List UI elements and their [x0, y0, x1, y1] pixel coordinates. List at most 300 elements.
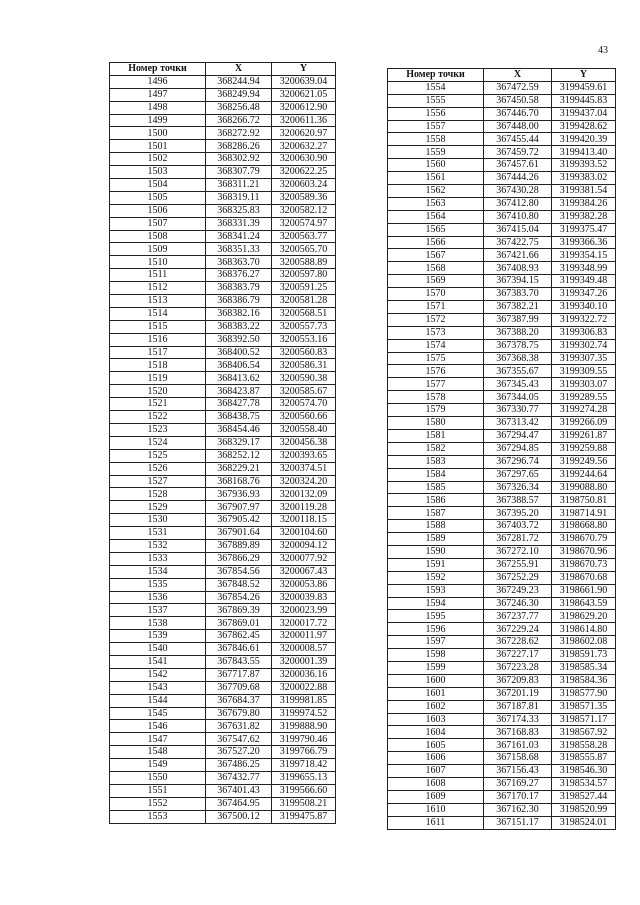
- y-coordinate-cell: 3199445.83: [552, 94, 616, 107]
- table-row: [388, 223, 616, 236]
- x-coordinate-cell: 367237.77: [484, 610, 552, 623]
- x-coordinate-cell: 368168.76: [206, 475, 272, 488]
- y-coordinate-cell: 3200588.89: [272, 256, 336, 269]
- y-coordinate-cell: 3200456.38: [272, 436, 336, 449]
- point-number-cell: 1575: [388, 352, 484, 365]
- y-coordinate-cell: 3200132.09: [272, 488, 336, 501]
- y-coordinate-cell: 3198555.87: [552, 752, 616, 765]
- x-coordinate-cell: 367848.52: [206, 578, 272, 591]
- table-row: [388, 313, 616, 326]
- point-number-cell: 1603: [388, 713, 484, 726]
- table-row: [110, 462, 336, 475]
- y-coordinate-cell: 3198614.80: [552, 623, 616, 636]
- point-number-cell: 1511: [110, 269, 206, 282]
- table-row: [388, 803, 616, 816]
- x-coordinate-cell: 367156.43: [484, 765, 552, 778]
- point-number-cell: 1508: [110, 230, 206, 243]
- table-row: [388, 107, 616, 120]
- x-coordinate-cell: 367854.26: [206, 591, 272, 604]
- point-number-cell: 1584: [388, 468, 484, 481]
- x-coordinate-cell: 367252.29: [484, 571, 552, 584]
- x-coordinate-cell: 368386.79: [206, 295, 272, 308]
- x-coordinate-cell: 368229.21: [206, 462, 272, 475]
- table-row: [388, 210, 616, 223]
- x-coordinate-cell: 368307.79: [206, 166, 272, 179]
- y-coordinate-cell: 3200589.36: [272, 191, 336, 204]
- table-row: [110, 501, 336, 514]
- x-coordinate-cell: 367229.24: [484, 623, 552, 636]
- point-number-cell: 1552: [110, 797, 206, 810]
- table-row: [388, 674, 616, 687]
- x-coordinate-cell: 367472.59: [484, 81, 552, 94]
- table-row: [110, 539, 336, 552]
- table-row: [388, 236, 616, 249]
- table-row: [388, 404, 616, 417]
- table-row: [388, 507, 616, 520]
- y-coordinate-cell: 3198524.01: [552, 816, 616, 829]
- table-row: [388, 520, 616, 533]
- point-number-cell: 1533: [110, 552, 206, 565]
- point-number-cell: 1573: [388, 326, 484, 339]
- y-coordinate-cell: 3200053.86: [272, 578, 336, 591]
- x-coordinate-cell: 368286.26: [206, 140, 272, 153]
- point-number-cell: 1507: [110, 217, 206, 230]
- x-coordinate-cell: 367432.77: [206, 771, 272, 784]
- point-number-cell: 1606: [388, 752, 484, 765]
- y-coordinate-cell: 3198602.08: [552, 636, 616, 649]
- point-number-cell: 1530: [110, 514, 206, 527]
- point-number-cell: 1548: [110, 746, 206, 759]
- y-coordinate-cell: 3200017.72: [272, 617, 336, 630]
- point-number-cell: 1572: [388, 313, 484, 326]
- point-number-cell: 1589: [388, 533, 484, 546]
- table-row: [110, 140, 336, 153]
- point-number-cell: 1509: [110, 243, 206, 256]
- x-coordinate-cell: 368427.78: [206, 398, 272, 411]
- point-number-cell: 1561: [388, 172, 484, 185]
- y-coordinate-cell: 3200632.27: [272, 140, 336, 153]
- x-coordinate-cell: 368454.46: [206, 423, 272, 436]
- y-coordinate-cell: 3198577.90: [552, 687, 616, 700]
- x-coordinate-cell: 368252.12: [206, 449, 272, 462]
- y-coordinate-cell: 3199289.55: [552, 391, 616, 404]
- x-coordinate-cell: 367313.42: [484, 417, 552, 430]
- y-coordinate-cell: 3200560.66: [272, 411, 336, 424]
- y-coordinate-cell: 3199382.28: [552, 210, 616, 223]
- point-number-cell: 1598: [388, 649, 484, 662]
- table-row: [110, 204, 336, 217]
- x-coordinate-cell: 367345.43: [484, 378, 552, 391]
- table-row: [110, 385, 336, 398]
- x-coordinate-cell: 368423.87: [206, 385, 272, 398]
- coordinates-table-left: [109, 62, 336, 824]
- y-coordinate-cell: 3200603.24: [272, 179, 336, 192]
- header-point-number: Номер точки: [110, 63, 206, 76]
- point-number-cell: 1520: [110, 385, 206, 398]
- header-point-number: Номер точки: [388, 69, 484, 82]
- x-coordinate-cell: 367846.61: [206, 643, 272, 656]
- table-row: [388, 765, 616, 778]
- y-coordinate-cell: 3198567.92: [552, 726, 616, 739]
- x-coordinate-cell: 367355.67: [484, 365, 552, 378]
- point-number-cell: 1503: [110, 166, 206, 179]
- y-coordinate-cell: 3198571.17: [552, 713, 616, 726]
- point-number-cell: 1560: [388, 159, 484, 172]
- point-number-cell: 1602: [388, 700, 484, 713]
- point-number-cell: 1604: [388, 726, 484, 739]
- point-number-cell: 1590: [388, 545, 484, 558]
- point-number-cell: 1601: [388, 687, 484, 700]
- point-number-cell: 1498: [110, 101, 206, 114]
- x-coordinate-cell: 368329.17: [206, 436, 272, 449]
- table-row: [388, 442, 616, 455]
- y-coordinate-cell: 3200630.90: [272, 153, 336, 166]
- table-row: [388, 739, 616, 752]
- point-number-cell: 1599: [388, 661, 484, 674]
- point-number-cell: 1547: [110, 733, 206, 746]
- header-y: Y: [272, 63, 336, 76]
- y-coordinate-cell: 3199974.52: [272, 707, 336, 720]
- y-coordinate-cell: 3200067.43: [272, 565, 336, 578]
- y-coordinate-cell: 3199375.47: [552, 223, 616, 236]
- table-row: [110, 88, 336, 101]
- table-row: [110, 101, 336, 114]
- y-coordinate-cell: 3200036.16: [272, 668, 336, 681]
- table-row: [110, 733, 336, 746]
- point-number-cell: 1596: [388, 623, 484, 636]
- point-number-cell: 1497: [110, 88, 206, 101]
- x-coordinate-cell: 367889.89: [206, 539, 272, 552]
- table-row: [388, 391, 616, 404]
- table-row: [110, 127, 336, 140]
- y-coordinate-cell: 3198591.73: [552, 649, 616, 662]
- table-row: [110, 810, 336, 823]
- x-coordinate-cell: 367717.87: [206, 668, 272, 681]
- point-number-cell: 1555: [388, 94, 484, 107]
- y-coordinate-cell: 3199259.88: [552, 442, 616, 455]
- y-coordinate-cell: 3200553.16: [272, 333, 336, 346]
- point-number-cell: 1502: [110, 153, 206, 166]
- point-number-cell: 1562: [388, 185, 484, 198]
- table-row: [110, 449, 336, 462]
- y-coordinate-cell: 3199459.61: [552, 81, 616, 94]
- point-number-cell: 1609: [388, 790, 484, 803]
- point-number-cell: 1592: [388, 571, 484, 584]
- point-number-cell: 1608: [388, 777, 484, 790]
- x-coordinate-cell: 367387.99: [484, 313, 552, 326]
- y-coordinate-cell: 3198629.20: [552, 610, 616, 623]
- y-coordinate-cell: 3199261.87: [552, 429, 616, 442]
- table-row: [110, 488, 336, 501]
- x-coordinate-cell: 367228.62: [484, 636, 552, 649]
- table-row: [110, 591, 336, 604]
- y-coordinate-cell: 3199413.40: [552, 146, 616, 159]
- x-coordinate-cell: 367161.03: [484, 739, 552, 752]
- x-coordinate-cell: 368400.52: [206, 346, 272, 359]
- point-number-cell: 1566: [388, 236, 484, 249]
- y-coordinate-cell: 3199508.21: [272, 797, 336, 810]
- x-coordinate-cell: 367297.65: [484, 468, 552, 481]
- x-coordinate-cell: 367500.12: [206, 810, 272, 823]
- point-number-cell: 1556: [388, 107, 484, 120]
- y-coordinate-cell: 3198643.59: [552, 597, 616, 610]
- y-coordinate-cell: 3200620.97: [272, 127, 336, 140]
- point-number-cell: 1528: [110, 488, 206, 501]
- y-coordinate-cell: 3200574.70: [272, 398, 336, 411]
- y-coordinate-cell: 3198670.68: [552, 571, 616, 584]
- x-coordinate-cell: 367187.81: [484, 700, 552, 713]
- y-coordinate-cell: 3200374.51: [272, 462, 336, 475]
- table-row: [110, 759, 336, 772]
- y-coordinate-cell: 3199566.60: [272, 784, 336, 797]
- x-coordinate-cell: 368413.62: [206, 372, 272, 385]
- x-coordinate-cell: 368383.79: [206, 282, 272, 295]
- x-coordinate-cell: 367169.27: [484, 777, 552, 790]
- table-row: [110, 179, 336, 192]
- y-coordinate-cell: 3199347.26: [552, 288, 616, 301]
- point-number-cell: 1517: [110, 346, 206, 359]
- point-number-cell: 1576: [388, 365, 484, 378]
- point-number-cell: 1531: [110, 527, 206, 540]
- y-coordinate-cell: 3199088.80: [552, 481, 616, 494]
- y-coordinate-cell: 3199420.39: [552, 133, 616, 146]
- table-row: [110, 527, 336, 540]
- table-row: [388, 597, 616, 610]
- table-row: [110, 475, 336, 488]
- x-coordinate-cell: 367388.57: [484, 494, 552, 507]
- point-number-cell: 1510: [110, 256, 206, 269]
- table-row: [110, 256, 336, 269]
- point-number-cell: 1557: [388, 120, 484, 133]
- table-row: [388, 545, 616, 558]
- x-coordinate-cell: 367378.75: [484, 339, 552, 352]
- x-coordinate-cell: 367255.91: [484, 558, 552, 571]
- point-number-cell: 1496: [110, 75, 206, 88]
- y-coordinate-cell: 3200077.92: [272, 552, 336, 565]
- point-number-cell: 1577: [388, 378, 484, 391]
- x-coordinate-cell: 367168.83: [484, 726, 552, 739]
- x-coordinate-cell: 367459.72: [484, 146, 552, 159]
- x-coordinate-cell: 367330.77: [484, 404, 552, 417]
- x-coordinate-cell: 368272.92: [206, 127, 272, 140]
- y-coordinate-cell: 3198750.81: [552, 494, 616, 507]
- x-coordinate-cell: 367907.97: [206, 501, 272, 514]
- table-row: [388, 816, 616, 829]
- x-coordinate-cell: 368256.48: [206, 101, 272, 114]
- point-number-cell: 1594: [388, 597, 484, 610]
- table-row: [110, 166, 336, 179]
- x-coordinate-cell: 367450.58: [484, 94, 552, 107]
- table-row: [110, 269, 336, 282]
- y-coordinate-cell: 3199381.54: [552, 185, 616, 198]
- table-row: [110, 436, 336, 449]
- point-number-cell: 1574: [388, 339, 484, 352]
- x-coordinate-cell: 367408.93: [484, 262, 552, 275]
- point-number-cell: 1542: [110, 668, 206, 681]
- y-coordinate-cell: 3200563.77: [272, 230, 336, 243]
- table-row: [388, 275, 616, 288]
- table-row: [110, 307, 336, 320]
- point-number-cell: 1536: [110, 591, 206, 604]
- table-row: [110, 552, 336, 565]
- point-number-cell: 1595: [388, 610, 484, 623]
- table-row: [110, 346, 336, 359]
- point-number-cell: 1568: [388, 262, 484, 275]
- table-row: [110, 423, 336, 436]
- table-row: [110, 217, 336, 230]
- y-coordinate-cell: 3199766.79: [272, 746, 336, 759]
- y-coordinate-cell: 3199366.36: [552, 236, 616, 249]
- table-row: [110, 191, 336, 204]
- table-row: [388, 661, 616, 674]
- y-coordinate-cell: 3199244.64: [552, 468, 616, 481]
- x-coordinate-cell: 368311.21: [206, 179, 272, 192]
- point-number-cell: 1513: [110, 295, 206, 308]
- x-coordinate-cell: 367631.82: [206, 720, 272, 733]
- table-row: [388, 623, 616, 636]
- x-coordinate-cell: 367415.04: [484, 223, 552, 236]
- point-number-cell: 1554: [388, 81, 484, 94]
- y-coordinate-cell: 3200585.67: [272, 385, 336, 398]
- point-number-cell: 1505: [110, 191, 206, 204]
- x-coordinate-cell: 367158.68: [484, 752, 552, 765]
- y-coordinate-cell: 3200104.60: [272, 527, 336, 540]
- table-row: [110, 565, 336, 578]
- point-number-cell: 1579: [388, 404, 484, 417]
- y-coordinate-cell: 3200022.88: [272, 681, 336, 694]
- page-number: 43: [598, 45, 608, 56]
- point-number-cell: 1521: [110, 398, 206, 411]
- y-coordinate-cell: 3199306.83: [552, 326, 616, 339]
- table-row: [388, 790, 616, 803]
- point-number-cell: 1500: [110, 127, 206, 140]
- x-coordinate-cell: 367162.30: [484, 803, 552, 816]
- y-coordinate-cell: 3199303.07: [552, 378, 616, 391]
- table-row: [388, 481, 616, 494]
- y-coordinate-cell: 3198670.96: [552, 545, 616, 558]
- y-coordinate-cell: 3198546.30: [552, 765, 616, 778]
- y-coordinate-cell: 3199475.87: [272, 810, 336, 823]
- point-number-cell: 1553: [110, 810, 206, 823]
- table-row: [388, 365, 616, 378]
- table-row: [388, 249, 616, 262]
- y-coordinate-cell: 3199981.85: [272, 694, 336, 707]
- point-number-cell: 1519: [110, 372, 206, 385]
- table-row: [110, 230, 336, 243]
- y-coordinate-cell: 3198571.35: [552, 700, 616, 713]
- table-row: [388, 468, 616, 481]
- point-number-cell: 1540: [110, 643, 206, 656]
- y-coordinate-cell: 3199383.02: [552, 172, 616, 185]
- header-y: Y: [552, 69, 616, 82]
- x-coordinate-cell: 367368.38: [484, 352, 552, 365]
- y-coordinate-cell: 3200008.57: [272, 643, 336, 656]
- y-coordinate-cell: 3200590.38: [272, 372, 336, 385]
- y-coordinate-cell: 3199354.15: [552, 249, 616, 262]
- y-coordinate-cell: 3198714.91: [552, 507, 616, 520]
- x-coordinate-cell: 367326.34: [484, 481, 552, 494]
- x-coordinate-cell: 368351.33: [206, 243, 272, 256]
- table-row: [388, 649, 616, 662]
- table-row: [110, 243, 336, 256]
- point-number-cell: 1532: [110, 539, 206, 552]
- x-coordinate-cell: 367430.28: [484, 185, 552, 198]
- y-coordinate-cell: 3199428.62: [552, 120, 616, 133]
- table-row: [110, 643, 336, 656]
- y-coordinate-cell: 3200586.31: [272, 359, 336, 372]
- x-coordinate-cell: 367223.28: [484, 661, 552, 674]
- point-number-cell: 1534: [110, 565, 206, 578]
- point-number-cell: 1581: [388, 429, 484, 442]
- y-coordinate-cell: 3200001.39: [272, 655, 336, 668]
- point-number-cell: 1610: [388, 803, 484, 816]
- table-row: [388, 146, 616, 159]
- table-row: [388, 429, 616, 442]
- table-row: [110, 114, 336, 127]
- table-row: [388, 326, 616, 339]
- point-number-cell: 1571: [388, 301, 484, 314]
- x-coordinate-cell: 367403.72: [484, 520, 552, 533]
- table-row: [110, 398, 336, 411]
- x-coordinate-cell: 367709.68: [206, 681, 272, 694]
- x-coordinate-cell: 368406.54: [206, 359, 272, 372]
- y-coordinate-cell: 3200119.28: [272, 501, 336, 514]
- table-row: [110, 771, 336, 784]
- point-number-cell: 1501: [110, 140, 206, 153]
- x-coordinate-cell: 367249.23: [484, 584, 552, 597]
- x-coordinate-cell: 368341.24: [206, 230, 272, 243]
- x-coordinate-cell: 367294.47: [484, 429, 552, 442]
- x-coordinate-cell: 367901.64: [206, 527, 272, 540]
- y-coordinate-cell: 3200582.12: [272, 204, 336, 217]
- header-x: X: [206, 63, 272, 76]
- y-coordinate-cell: 3200011.97: [272, 630, 336, 643]
- y-coordinate-cell: 3199384.26: [552, 197, 616, 210]
- table-row: [110, 630, 336, 643]
- point-number-cell: 1585: [388, 481, 484, 494]
- table-row: [388, 533, 616, 546]
- table-row: [110, 372, 336, 385]
- table-row: [110, 153, 336, 166]
- x-coordinate-cell: 368302.92: [206, 153, 272, 166]
- y-coordinate-cell: 3200324.20: [272, 475, 336, 488]
- y-coordinate-cell: 3198668.80: [552, 520, 616, 533]
- x-coordinate-cell: 367455.44: [484, 133, 552, 146]
- table-row: [388, 120, 616, 133]
- x-coordinate-cell: 367401.43: [206, 784, 272, 797]
- table-row: [110, 746, 336, 759]
- point-number-cell: 1504: [110, 179, 206, 192]
- table-row: [388, 713, 616, 726]
- y-coordinate-cell: 3198670.79: [552, 533, 616, 546]
- y-coordinate-cell: 3199309.55: [552, 365, 616, 378]
- x-coordinate-cell: 367547.62: [206, 733, 272, 746]
- x-coordinate-cell: 368249.94: [206, 88, 272, 101]
- table-row: [388, 610, 616, 623]
- point-number-cell: 1549: [110, 759, 206, 772]
- x-coordinate-cell: 367866.29: [206, 552, 272, 565]
- x-coordinate-cell: 367854.56: [206, 565, 272, 578]
- point-number-cell: 1529: [110, 501, 206, 514]
- y-coordinate-cell: 3198520.99: [552, 803, 616, 816]
- point-number-cell: 1522: [110, 411, 206, 424]
- point-number-cell: 1527: [110, 475, 206, 488]
- table-row: [388, 752, 616, 765]
- table-row: [388, 584, 616, 597]
- point-number-cell: 1515: [110, 320, 206, 333]
- y-coordinate-cell: 3199393.52: [552, 159, 616, 172]
- x-coordinate-cell: 367227.17: [484, 649, 552, 662]
